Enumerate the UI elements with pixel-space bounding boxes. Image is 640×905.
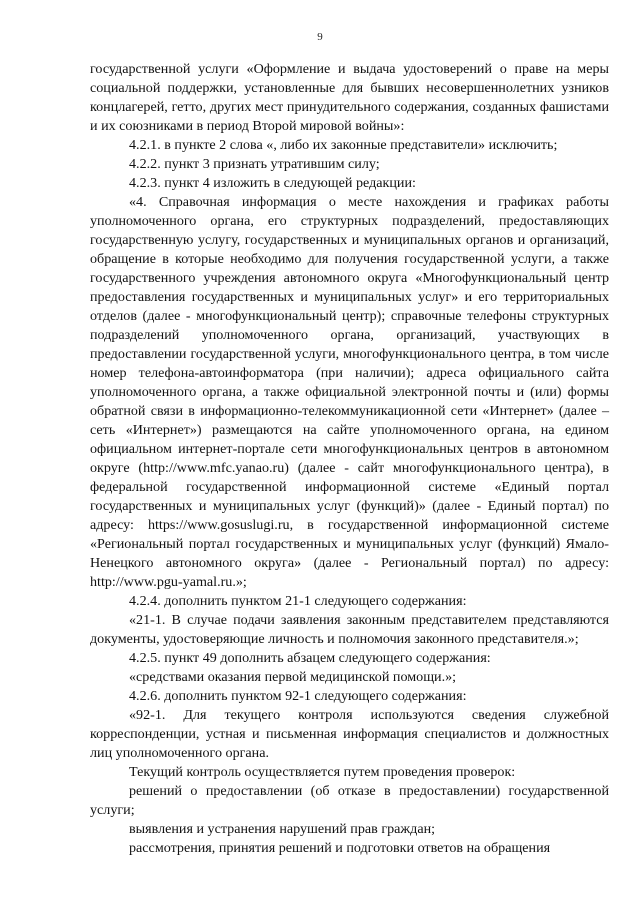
paragraph: «92-1. Для текущего контроля используются сведения служебной корреспонденции, устная и письменная информация специалистов и должностных лиц уполномоченного органа. (90, 707, 609, 761)
paragraph: Текущий контроль осуществляется путем проведения проверок: (129, 764, 516, 780)
paragraph: «21-1. В случае подачи заявления законным представителем представляются документы, удостоверяющие личность и полномочия законного представителя.»; (90, 612, 609, 647)
document-body (90, 60, 609, 858)
paragraph: решений о предоставлении (об отказе в предоставлении) государственной услуги; (90, 783, 609, 818)
paragraph: 4.2.2. пункт 3 признать утратившим силу; (129, 156, 380, 172)
paragraph: выявления и устранения нарушений прав граждан; (129, 821, 436, 837)
paragraph: государственной услуги «Оформление и выдача удостоверений о праве на меры социальной поддержки, установленные для бывших несовершеннолетних узников концлагерей, гетто, других мест принудительного содержания, созданных фашистами и их союзниками в период Второй мировой войны»: (90, 61, 609, 134)
paragraph: 4.2.3. пункт 4 изложить в следующей редакции: (129, 175, 416, 191)
paragraph: 4.2.6. дополнить пунктом 92-1 следующего содержания: (129, 688, 467, 704)
paragraph: 4.2.5. пункт 49 дополнить абзацем следующего содержания: (129, 650, 491, 666)
paragraph: «4. Справочная информация о месте нахождения и графиках работы уполномоченного органа, его структурных подразделений, предоставляющих государственную услугу, государственных и муниципальных органов и организаций, обращение в которые необходимо для получения государственной услуги, а также государственного учреждения автономного округа «Многофункциональный центр предоставления государственных и муниципальных услуг» и его территориальных отделов (далее - многофункциональный центр); справочные телефоны структурных подразделений уполномоченного органа, организаций, участвующих в предоставлении государственной услуги, многофункционального центра, в том числе номер телефона-автоинформатора (при наличии); адреса официального сайта уполномоченного органа, а также официальной электронной почты и (или) формы обратной связи в информационно-телекоммуникационной сети «Интернет» (далее – сеть «Интернет») размещаются на сайте уполномоченного органа, на едином официальном интернет-портале сети многофункциональных центров в автономном округе (http://www.mfc.yanao.ru) (далее - сайт многофункционального центра), в федеральной государственной информационной системе «Единый портал государственных и муниципальных услуг (функций)» (далее - Единый портал) по адресу: https://www.gosuslugi.ru, в государственной информационной системе «Региональный портал государственных и муниципальных услуг (функций) Ямало-Ненецкого автономного округа» (далее - Региональный портал) по адресу: http://www.pgu-yamal.ru.»; (90, 194, 609, 590)
paragraph: «средствами оказания первой медицинской помощи.»; (129, 669, 457, 685)
paragraph: 4.2.4. дополнить пунктом 21-1 следующего содержания: (129, 593, 467, 609)
paragraph: 4.2.1. в пункте 2 слова «, либо их законные представители» исключить; (129, 137, 558, 153)
page-number: 9 (317, 31, 323, 43)
paragraph: рассмотрения, принятия решений и подготовки ответов на обращения (129, 840, 551, 856)
